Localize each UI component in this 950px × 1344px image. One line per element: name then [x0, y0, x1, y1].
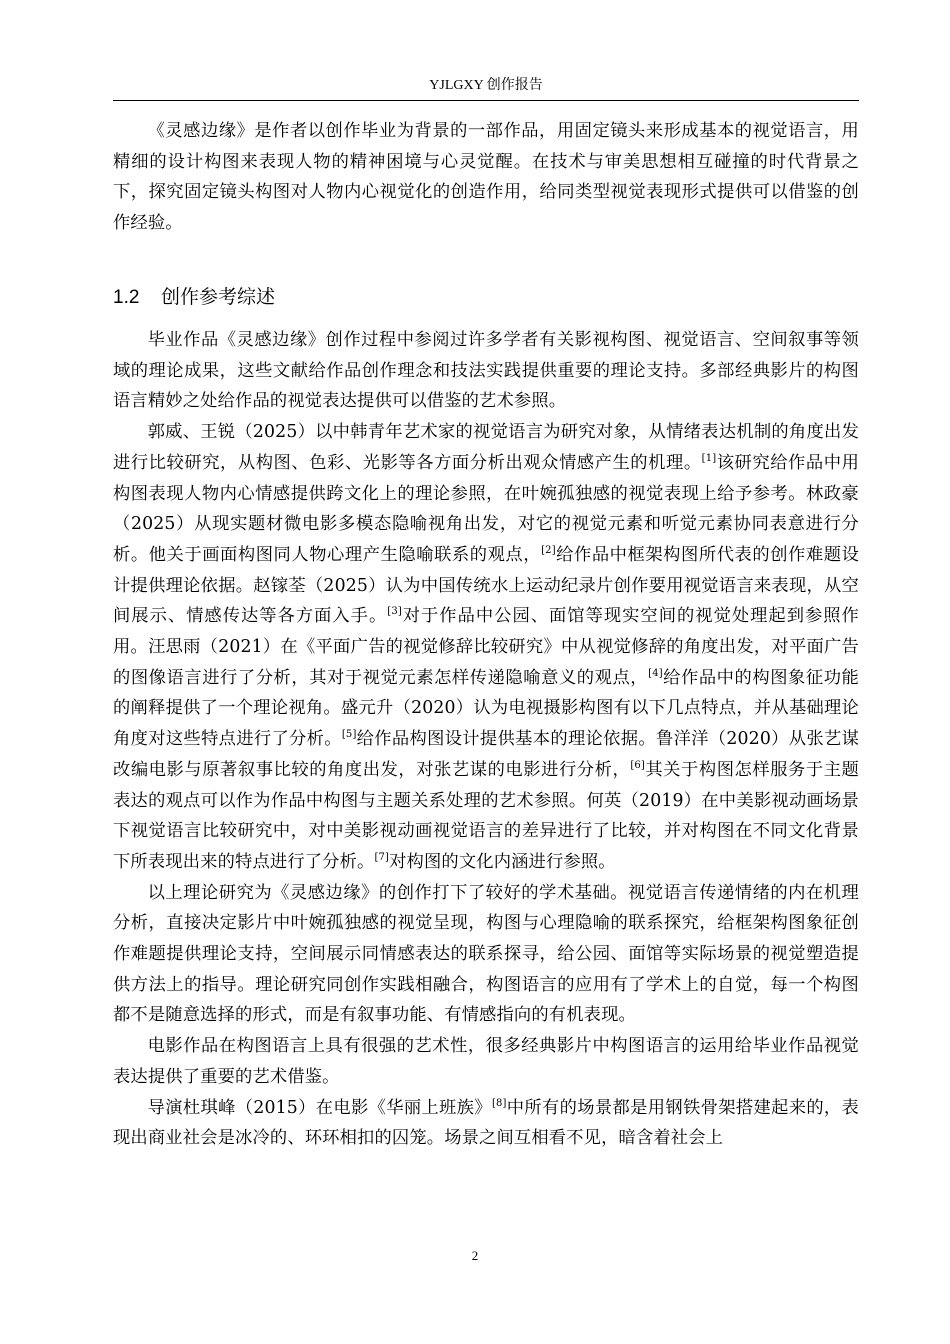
citation-1: [1]	[701, 452, 717, 464]
page-number-text: 2	[471, 1248, 479, 1263]
citation-2: [2]	[541, 544, 556, 556]
text-run: 其关于构图怎样服务于主题表达的观点可以作为作品中构图与主题关系处理的艺术参照。何英（2019）在中美影视动画场景下视觉语言比较研究中，对中美影视动画视觉语言的差异进行了比较，并对构图在不同文化背景下所表现出来的特点进行了分析。	[113, 759, 859, 872]
citation-3: [3]	[387, 606, 402, 618]
citation-4: [4]	[648, 667, 663, 679]
paragraph-1: 毕业作品《灵感边缘》创作过程中参阅过许多学者有关影视构图、视觉语言、空间叙事等领域的理论成果，这些文献给作品创作理念和技法实践提供重要的理论支持。多部经典影片的构图语言精妙之处给作品的视觉表达提供可以借鉴的艺术参照。	[113, 330, 859, 412]
paragraph-2	[113, 417, 859, 878]
text-run: 导演杜琪峰（2015）在电影《华丽上班族》	[147, 1097, 492, 1118]
header-divider	[113, 100, 859, 101]
intro-block	[113, 116, 859, 239]
section-number: 1.2	[113, 287, 140, 308]
paragraph-5	[113, 1093, 859, 1154]
text-run: 对于作品中公园、面馆等现实空间的视觉处理起到参照作用。汪思雨（2021）在《平面广告的视觉修辞比较研究》中从视觉修辞的角度出发，对平面广告的图像语言进行了分析，其对于视觉元素怎样传递隐喻意义的观点，	[113, 606, 859, 688]
citation-7: [7]	[374, 851, 390, 863]
text-run: 给作品中的构图象征功能的阐释提供了一个理论视角。盛元升（2020）认为电视摄影构图有以下几点特点，并从基础理论角度对这些特点进行了分析。	[113, 667, 859, 750]
text-run: 给作品构图设计提供基本的理论依据。鲁洋洋（2020）从张艺谋改编电影与原著叙事比较的角度出发，对张艺谋的电影进行分析，	[113, 729, 859, 780]
citation-6: [6]	[630, 759, 645, 771]
main-body	[113, 325, 859, 1154]
page-header	[113, 76, 859, 96]
text-run: 给作品中框架构图所代表的创作难题设计提供理论依据。赵镓荃（2025）认为中国传统水上运动纪录片创作要用视觉语言来表现，从空间展示、情感传达等各方面入手。	[113, 544, 859, 627]
intro-paragraph: 《灵感边缘》是作者以创作毕业为背景的一部作品，用固定镜头来形成基本的视觉语言，用精细的设计构图来表现人物的精神困境与心灵觉醒。在技术与审美思想相互碰撞的时代背景之下，探究固定镜头构图对人物内心视觉化的创造作用，给同类型视觉表现形式提供可以借鉴的创作经验。	[113, 121, 859, 234]
paragraph-4: 电影作品在构图语言上具有很强的艺术性，很多经典影片中构图语言的运用给毕业作品视觉表达提供了重要的艺术借鉴。	[113, 1036, 859, 1087]
text-run: 中所有的场景都是用钢铁骨架搭建起来的，表现出商业社会是冰冷的、环环相扣的囚笼。场景之间互相看不见，暗含着社会上	[113, 1097, 859, 1149]
text-run: 对构图的文化内涵进行参照。	[389, 851, 616, 872]
text-run: 郭威、王锐（2025）以中韩青年艺术家的视觉语言为研究对象，从情绪表达机制的角度出发进行比较研究，从构图、色彩、光影等各方面分析出观众情感产生的机理。	[113, 422, 859, 473]
citation-5: [5]	[341, 729, 357, 741]
citation-8: [8]	[491, 1097, 507, 1109]
text-run: 该研究给作品中用构图表现人物内心情感提供跨文化上的理论参照，在叶婉孤独感的视觉表现上给予参考。林政豪（2025）从现实题材微电影多模态隐喻视角出发，对它的视觉元素和听觉元素协同表意进行分析。他关于画面构图同人物心理产生隐喻联系的观点，	[113, 452, 860, 565]
section-title: 创作参考综述	[161, 286, 276, 308]
paragraph-3: 以上理论研究为《灵感边缘》的创作打下了较好的学术基础。视觉语言传递情绪的内在机理分析，直接决定影片中叶婉孤独感的视觉呈现，构图与心理隐喻的联系探究，给框架构图象征创作难题提供理论支持，空间展示同情感表达的联系探寻，给公园、面馆等实际场景的视觉塑造提供方法上的指导。理论研究同创作实践相融合，构图语言的应用有了学术上的自觉，每一个构图都不是随意选择的形式，而是有叙事功能、有情感指向的有机表现。	[113, 882, 859, 1026]
section-heading	[113, 282, 859, 313]
page-number	[0, 1248, 950, 1264]
header-title: YJLGXY 创作报告	[429, 78, 543, 93]
